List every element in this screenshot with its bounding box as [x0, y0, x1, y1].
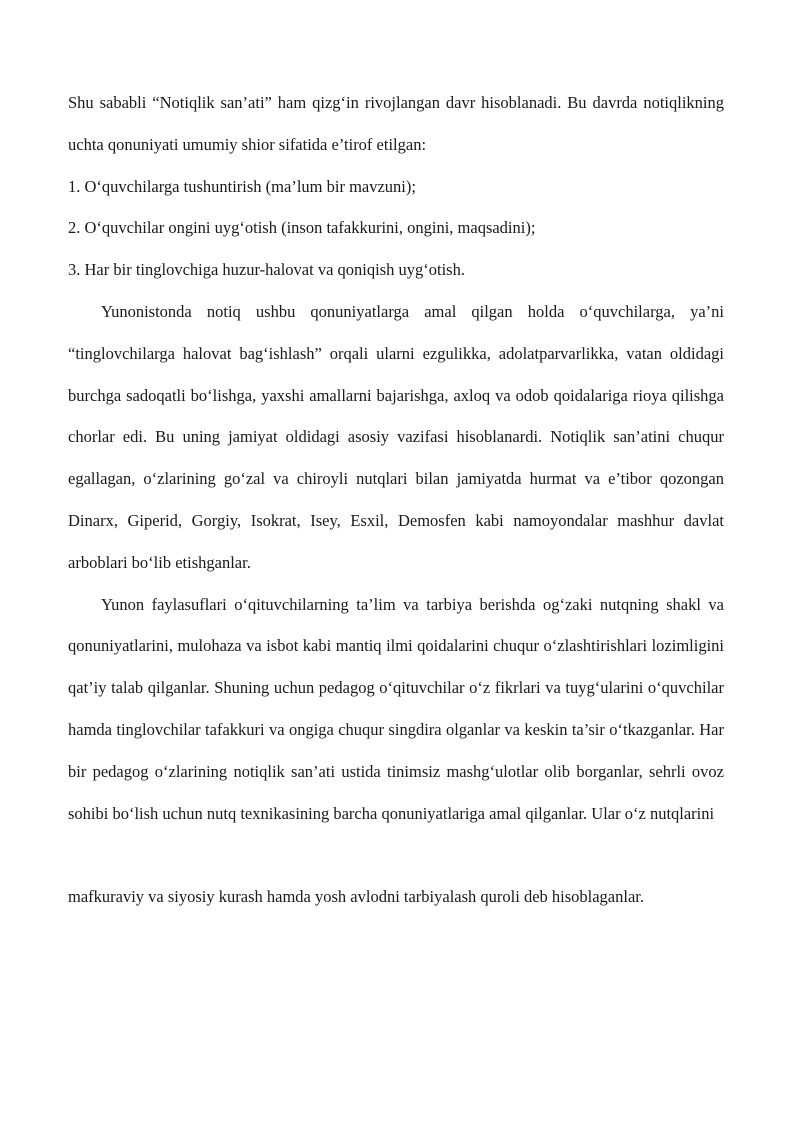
intro-paragraph: Shu sababli “Notiqlik san’ati” ham qizg‘in rivojlangan davr hisoblanadi. Bu davrda notiqlikning uchta qonuniyati umumiy shior sifatida e’tirof etilgan:: [68, 93, 724, 154]
body-paragraph: Yunonistonda notiq ushbu qonuniyatlarga amal qilgan holda o‘quvchilarga, ya’ni “tinglovchilarga halovat bag‘ishlash” orqali ularni ezgulikka, adolatparvarlikka, vatan oldidagi burchga sadoqatli bo‘lishga, yaxshi amallarni bajarishga, axloq va odob qoidalariga rioya qilishga chorlar edi. Bu uning jamiyat oldidagi asosiy vazifasi hisoblanardi. Notiqlik san’atini chuqur egallagan, o‘zlarining go‘zal va chiroyli nutqlari bilan jamiyatda hurmat va e’tibor qozongan Dinarx, Giperid, Gorgiy, Isokrat, Isey, Esxil, Demosfen kabi namoyondalar mashhur davlat arboblari bo‘lib etishganlar.: [68, 301, 724, 572]
body-paragraph: Yunon faylasuflari o‘qituvchilarning ta’lim va tarbiya berishda og‘zaki nutqning shakl va qonuniyatlarini, mulohaza va isbot kabi mantiq ilmi qoidalarini chuqur o‘zlashtirishlari lozimligini qat’iy talab qilganlar. Shuning uchun pedagog o‘qituvchilar o‘z fikrlari va tuyg‘ularini o‘quvchilar hamda tinglovchilar tafakkuri va ongiga chuqur singdira olganlar va keskin ta’sir o‘tkazganlar. Har bir pedagog o‘zlarining notiqlik san’ati ustida tinimsiz mashg‘ulotlar olib borganlar, sehrli ovoz sohibi bo‘lish uchun nutq texnikasining barcha qonuniyatlariga amal qilganlar. Ular o‘z nutqlarini: [68, 594, 724, 823]
list-item: 1. O‘quvchilarga tushuntirish (ma’lum bir mavzuni);: [68, 176, 416, 196]
list-item: 2. O‘quvchilar ongini uyg‘otish (inson tafakkurini, ongini, maqsadini);: [68, 218, 536, 238]
document-page: [68, 82, 724, 918]
list-item: 3. Har bir tinglovchiga huzur-halovat va qoniqish uyg‘otish.: [68, 260, 465, 280]
paragraph-gap: [68, 834, 724, 876]
continuation-paragraph: mafkuraviy va siyosiy kurash hamda yosh avlodni tarbiyalash quroli deb hisoblaganlar.: [68, 887, 645, 907]
